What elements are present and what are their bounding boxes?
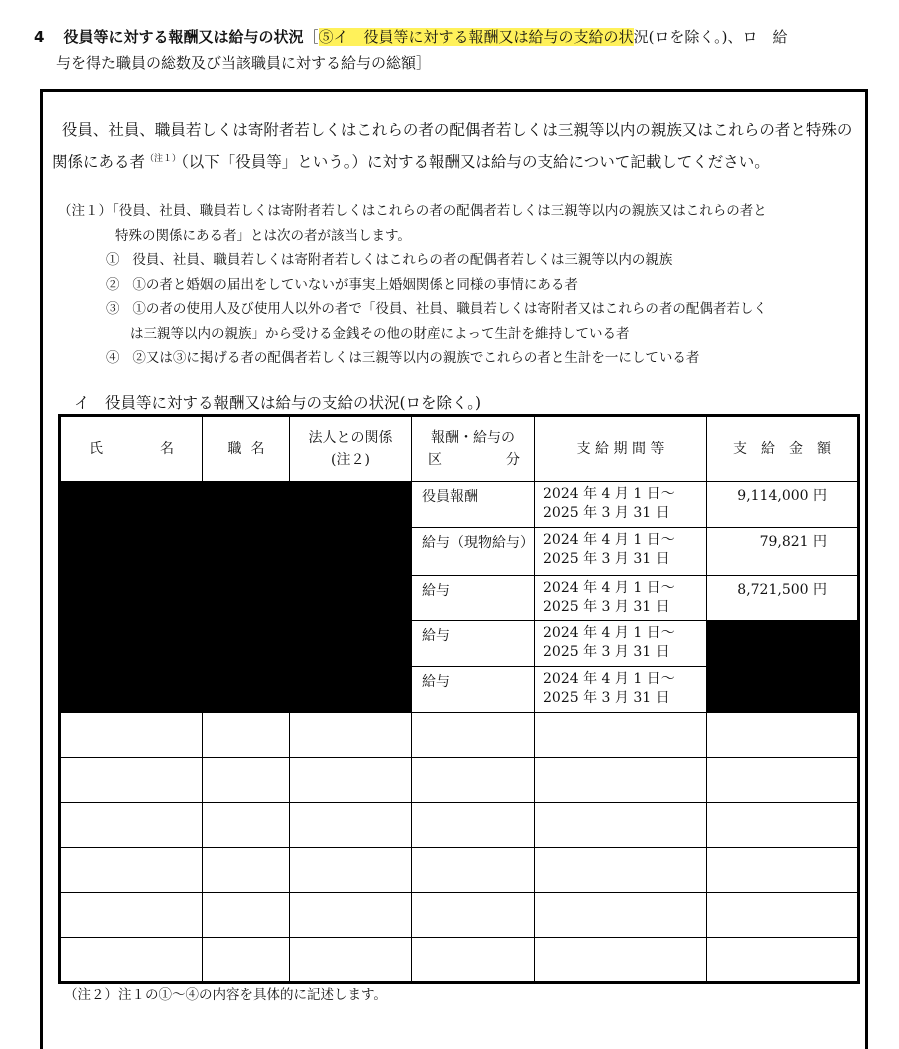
empty-cell bbox=[707, 803, 859, 848]
period-start: 2024 年 4 月 1 日～ bbox=[543, 625, 675, 641]
empty-cell bbox=[60, 938, 203, 983]
h-text: 分 bbox=[506, 452, 520, 468]
empty-cell bbox=[707, 848, 859, 893]
category-cell: 給与（現物給与） bbox=[412, 528, 535, 576]
empty-cell bbox=[203, 803, 290, 848]
note1-item bbox=[58, 297, 868, 322]
empty-cell bbox=[412, 938, 535, 983]
redacted-block bbox=[60, 482, 412, 713]
header-relation bbox=[290, 416, 412, 482]
item-mark: ④ bbox=[106, 350, 120, 366]
h-text: 職 bbox=[227, 441, 242, 457]
header-category bbox=[412, 416, 535, 482]
empty-cell bbox=[412, 893, 535, 938]
item-text: 役員、社員、職員若しくは寄附者若しくはこれらの者の配偶者若しくは三親等以内の親族 bbox=[132, 252, 673, 268]
empty-cell bbox=[707, 938, 859, 983]
note1-block bbox=[58, 199, 868, 371]
empty-row bbox=[60, 938, 859, 983]
amount-cell: 79,821 円 bbox=[707, 528, 859, 576]
h-text: 報酬・給与の bbox=[431, 430, 515, 446]
table-row bbox=[60, 482, 859, 528]
note1-item bbox=[58, 346, 868, 371]
item-mark: ① bbox=[106, 252, 120, 268]
empty-cell bbox=[60, 713, 203, 758]
header-title bbox=[203, 416, 290, 482]
empty-cell bbox=[707, 758, 859, 803]
category-cell: 給与 bbox=[412, 621, 535, 667]
h-text: 名 bbox=[160, 441, 174, 457]
empty-cell bbox=[535, 713, 707, 758]
empty-cell bbox=[535, 758, 707, 803]
compensation-table bbox=[58, 414, 860, 984]
empty-cell bbox=[290, 758, 412, 803]
empty-cell bbox=[535, 938, 707, 983]
period-start: 2024 年 4 月 1 日～ bbox=[543, 580, 675, 596]
note-ref: （注１） bbox=[145, 153, 182, 164]
empty-cell bbox=[535, 803, 707, 848]
item-mark: ③ bbox=[106, 301, 120, 317]
empty-row bbox=[60, 713, 859, 758]
empty-cell bbox=[203, 848, 290, 893]
item-mark: ② bbox=[106, 276, 120, 293]
empty-cell bbox=[203, 893, 290, 938]
period-end: 2025 年 3 月 31 日 bbox=[543, 644, 670, 660]
table-title: イ 役員等に対する報酬又は給与の支給の状況(ロを除く。) bbox=[74, 394, 482, 412]
empty-cell bbox=[707, 713, 859, 758]
period-start: 2024 年 4 月 1 日～ bbox=[543, 671, 675, 687]
note1-item-cont: は三親等以内の親族」から受ける金銭その他の財産によって生計を維持している者 bbox=[130, 325, 630, 342]
empty-cell bbox=[60, 758, 203, 803]
empty-cell bbox=[203, 938, 290, 983]
empty-row bbox=[60, 758, 859, 803]
intro-text-1: 役員、社員、職員若しくは寄附者若しくはこれらの者の配偶者若しくは三親等以内の親族又はこれらの者と特殊の関係にある者 bbox=[52, 121, 853, 171]
header-period: 支 給 期 間 等 bbox=[535, 416, 707, 482]
period-start: 2024 年 4 月 1 日～ bbox=[543, 532, 675, 548]
empty-cell bbox=[290, 893, 412, 938]
note2: （注２）注１の①～④の内容を具体的に記述します。 bbox=[64, 987, 387, 1003]
redacted-amount bbox=[707, 621, 859, 713]
heading-tail: 況(ロを除く。)、ロ 給 bbox=[633, 28, 788, 46]
empty-cell bbox=[290, 938, 412, 983]
bracket-open: ［ bbox=[303, 28, 319, 46]
category-cell: 給与 bbox=[412, 667, 535, 713]
amount-cell: 9,114,000 円 bbox=[707, 482, 859, 528]
empty-row bbox=[60, 848, 859, 893]
empty-cell bbox=[290, 803, 412, 848]
empty-cell bbox=[412, 803, 535, 848]
empty-row bbox=[60, 803, 859, 848]
period-cell bbox=[535, 667, 707, 713]
empty-cell bbox=[535, 848, 707, 893]
h-text: 名 bbox=[250, 441, 265, 457]
note1-item bbox=[58, 248, 868, 273]
header-row bbox=[60, 416, 859, 482]
period-cell bbox=[535, 482, 707, 528]
period-end: 2025 年 3 月 31 日 bbox=[543, 551, 670, 567]
h-text: (注２) bbox=[331, 452, 370, 468]
empty-cell bbox=[290, 713, 412, 758]
empty-cell bbox=[412, 758, 535, 803]
intro-paragraph bbox=[52, 116, 867, 176]
note1-label: （注１） bbox=[58, 203, 112, 219]
empty-cell bbox=[290, 848, 412, 893]
item-text: ①の者と婚姻の届出をしていないが事実上婚姻関係と同様の事情にある者 bbox=[132, 276, 578, 293]
header-name bbox=[60, 416, 203, 482]
category-cell: 役員報酬 bbox=[412, 482, 535, 528]
period-cell bbox=[535, 528, 707, 576]
h-text: 区 bbox=[428, 452, 442, 468]
category-cell: 給与 bbox=[412, 576, 535, 621]
empty-cell bbox=[60, 848, 203, 893]
empty-cell bbox=[707, 893, 859, 938]
section-number: 4 bbox=[34, 28, 45, 46]
h-text: 氏 bbox=[89, 441, 103, 457]
section-heading bbox=[34, 24, 884, 76]
note1-text1: 「役員、社員、職員若しくは寄附者若しくはこれらの者の配偶者若しくは三親等以内の親族又はこれらの者と bbox=[112, 203, 767, 219]
period-cell bbox=[535, 621, 707, 667]
empty-cell bbox=[60, 803, 203, 848]
empty-cell bbox=[203, 758, 290, 803]
item-text: ①の者の使用人及び使用人以外の者で「役員、社員、職員若しくは寄附者又はこれらの者の配偶者若しく bbox=[132, 301, 767, 317]
period-end: 2025 年 3 月 31 日 bbox=[543, 690, 670, 706]
highlighted-text: ⑤イ 役員等に対する報酬又は給与の支給の状 bbox=[318, 28, 634, 46]
period-end: 2025 年 3 月 31 日 bbox=[543, 505, 670, 521]
empty-cell bbox=[535, 893, 707, 938]
amount-cell: 8,721,500 円 bbox=[707, 576, 859, 621]
empty-cell bbox=[203, 713, 290, 758]
period-end: 2025 年 3 月 31 日 bbox=[543, 599, 670, 615]
heading-line2: 与を得た職員の総数及び当該職員に対する給与の総額］ bbox=[56, 54, 432, 72]
empty-cell bbox=[412, 713, 535, 758]
header-amount: 支 給 金 額 bbox=[707, 416, 859, 482]
intro-text-2: （以下「役員等」という。）に対する報酬又は給与の支給について記載してください。 bbox=[181, 152, 770, 171]
period-cell bbox=[535, 576, 707, 621]
empty-cell bbox=[412, 848, 535, 893]
empty-row bbox=[60, 893, 859, 938]
note1-text2: 特殊の関係にある者」とは次の者が該当します。 bbox=[115, 227, 411, 244]
note1-item bbox=[58, 273, 868, 298]
item-text: ②又は③に掲げる者の配偶者若しくは三親等以内の親族でこれらの者と生計を一にしている者 bbox=[132, 350, 700, 366]
period-start: 2024 年 4 月 1 日～ bbox=[543, 486, 675, 502]
empty-cell bbox=[60, 893, 203, 938]
section-title: 役員等に対する報酬又は給与の状況 bbox=[63, 28, 304, 46]
h-text: 法人との関係 bbox=[308, 430, 393, 446]
